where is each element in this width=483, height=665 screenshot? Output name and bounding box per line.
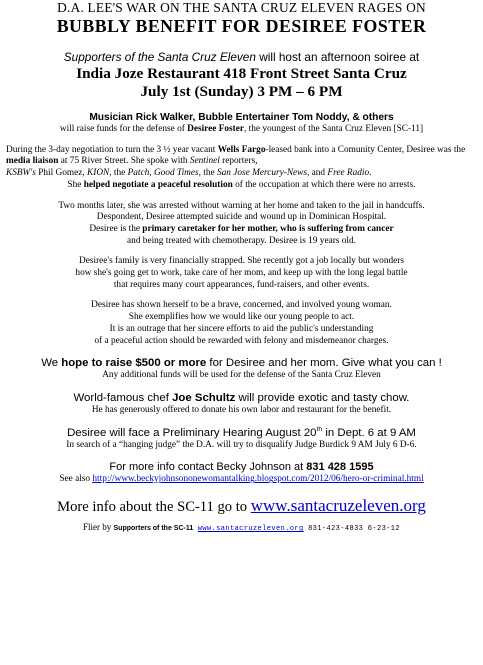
brave-line-1: Desiree has shown herself to be a brave, concerned, and involved young woman. (91, 300, 392, 311)
negotiation-line-1: During the 3-day negotiation to turn the 3 ½ year vacant Wells Fargo-leased bank into a Comunity Center, Desiree was the (6, 144, 466, 155)
negotiation-line-3: KSBW's Phil Gomez, KION, the Patch, Good Times, the San Jose Mercury-News, and Free Radio. (6, 168, 372, 179)
headline-war: D.A. LEE'S WAR ON THE SANTA CRUZ ELEVEN RAGES ON (57, 0, 426, 15)
brave-line-3: It is an outrage that her sincere efforts to aid the public's understanding (109, 323, 374, 334)
negotiation-line-4: She helped negotiate a peaceful resolution of the occupation at which there were no arrests. (67, 179, 416, 190)
headline-benefit: BUBBLY BENEFIT FOR DESIREE FOSTER (56, 16, 427, 36)
date-line: July 1st (Sunday) 3 PM – 6 PM (140, 83, 343, 100)
intro-rest: will host an afternoon soiree at (255, 50, 420, 64)
raise-pre: will raise funds for the defense of (59, 124, 188, 134)
intro-supporters: Supporters of the Santa Cruz Eleven (63, 50, 256, 64)
arrest-line-2: Despondent, Desiree attempted suicide and wound up in Dominican Hospital. (96, 212, 387, 223)
blog-link[interactable]: http://www.beckyjohnsononewomantalking.blogspot.com/2012/06/hero-or-criminal.html (92, 474, 424, 485)
family-line-1: Desiree's family is very financially strapped. She recently got a job locally but wonders (79, 256, 404, 267)
paragraph-family (6, 256, 477, 291)
santacruzeleven-link[interactable]: www.santacruzeleven.org (250, 496, 426, 516)
negotiation-line-2: media liaison at 75 River Street. She spoke with Sentinel reporters, (6, 156, 258, 167)
family-line-2: how she's going get to work, take care of her mom, and keep up with the long legal battle (75, 268, 408, 279)
raise-name: Desiree Foster (187, 124, 245, 134)
intro-line (6, 50, 477, 65)
contact-line: For more info contact Becky Johnson at 831 428 1595 (109, 461, 374, 474)
primary-caretaker: primary caretaker for her mother, who is suffering from cancer (142, 223, 394, 234)
paragraph-brave (6, 300, 477, 347)
musicians-line: Musician Rick Walker, Bubble Entertainer Tom Noddy, & others (89, 112, 394, 123)
paragraph-arrest (6, 201, 477, 248)
peaceful-resolution: helped negotiate a peaceful resolution (83, 179, 233, 190)
venue-line: India Joze Restaurant 418 Front Street Santa Cruz (76, 65, 407, 82)
brave-line-2: She exemplifies how we would like our young people to act. (128, 312, 355, 323)
arrest-line-1: Two months later, she was arrested without warning at her home and taken to the jail in handcuffs. (58, 200, 425, 211)
arrest-line-3: Desiree is the primary caretaker for her mother, who is suffering from cancer (89, 223, 394, 234)
raise-funds-line (6, 124, 477, 136)
flier-author: Supporters of the SC-11 (113, 525, 194, 533)
brave-line-4: of a peaceful action should be rewarded with felony and misdemeanor charges. (94, 335, 389, 346)
chef-donation-line: He has generously offered to donate his own labor and restaurant for the benefit. (91, 404, 392, 415)
hearing-line: Desiree will face a Preliminary Hearing August 20th in Dept. 6 at 9 AM (67, 425, 416, 439)
flier-date: 6-23-12 (367, 525, 400, 534)
flier-link[interactable]: www.santacruzeleven.org (197, 525, 304, 534)
contact-phone: 831 428 1595 (306, 461, 374, 474)
raise-post: , the youngest of the Santa Cruz Eleven [SC-11] (244, 124, 424, 134)
flier-credit: Flier by Supporters of the SC-11 www.santacruzeleven.org 831-423-4833 6-23-12 (83, 522, 400, 534)
fundraising-goal: We hope to raise $500 or more for Desiree and her mom. Give what you can ! (41, 357, 442, 370)
family-line-3: that requires many court appearances, fund-raisers, and other events. (113, 279, 370, 290)
media-liaison: media liaison (6, 156, 59, 167)
more-info-line: More info about the SC-11 go to www.santacruzeleven.org (57, 496, 426, 516)
chef-name: Joe Schultz (172, 391, 236, 404)
hanging-judge-line: In search of a “hanging judge” the D.A. will try to disqualify Judge Burdick 9 AM July 6 D-6. (66, 439, 417, 450)
goal-amount: hope to raise $500 or more (61, 357, 207, 370)
paragraph-negotiation (6, 145, 477, 192)
chef-line: World-famous chef Joe Schultz will provide exotic and tasty chow. (73, 391, 410, 404)
arrest-line-4: and being treated with chemotherapy. Desiree is 19 years old. (127, 235, 356, 246)
additional-funds-line: Any additional funds will be used for the defense of the Santa Cruz Eleven (102, 370, 381, 381)
see-also-line: See also http://www.beckyjohnsononewomantalking.blogspot.com/2012/06/hero-or-criminal.html (59, 474, 424, 485)
flier-phone: 831-423-4833 (308, 525, 364, 534)
